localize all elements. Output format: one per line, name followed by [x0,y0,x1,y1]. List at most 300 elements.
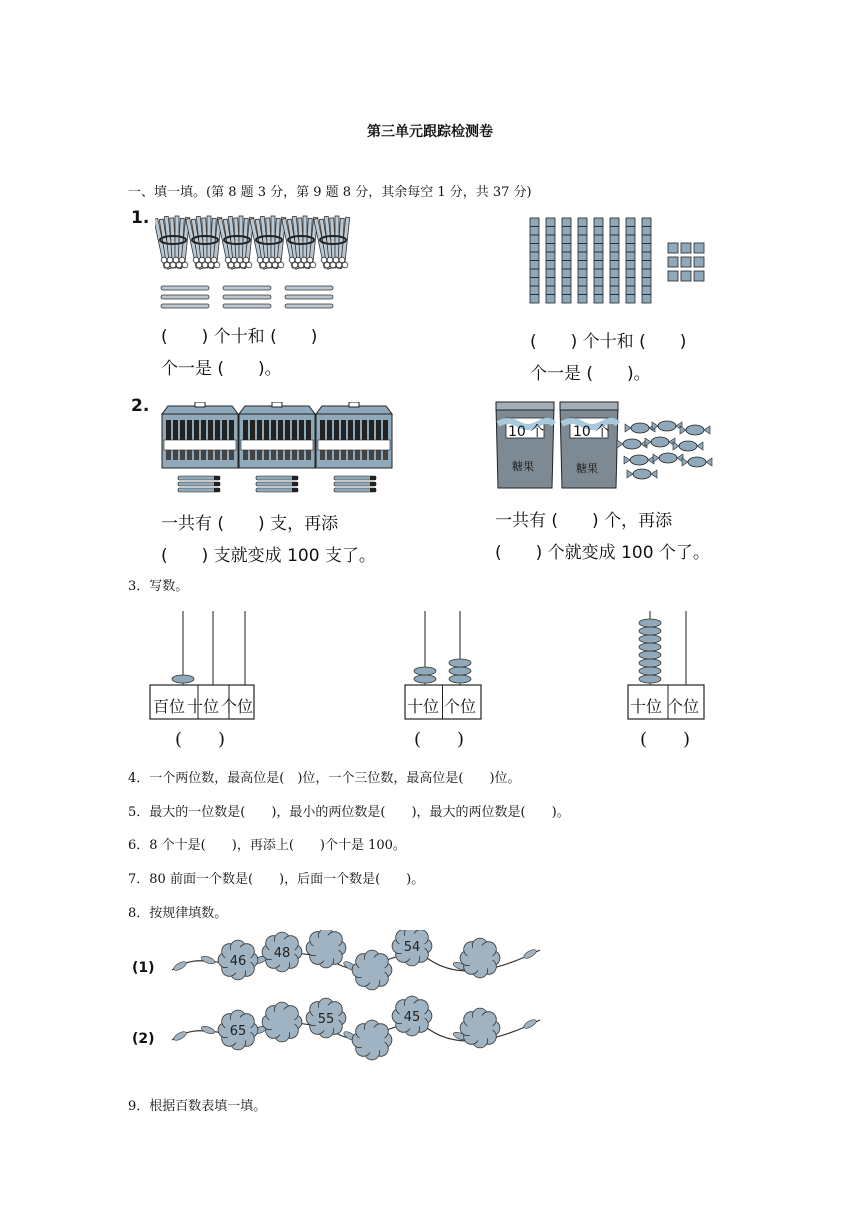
flower [218,940,258,980]
pencil-top [383,420,388,440]
stick-end [275,257,281,263]
pencil-bottom [278,450,283,460]
abacus1-label-hundreds: 百位 [153,697,186,716]
rod-cube [626,286,635,295]
stick-end [240,262,246,268]
pencil-top [180,420,185,440]
stick-end [164,262,170,268]
abacus-bead [449,667,471,675]
pencil-top [320,420,325,440]
candy-body [630,455,648,465]
pencil-top [187,420,192,440]
loose-pencil [178,476,220,480]
rod-cube [546,261,555,270]
pencil-tip [214,476,220,480]
pencil-tip [370,476,376,480]
q9-text: 9．根据百数表填一填。 [128,1099,267,1114]
rod-cube [642,252,651,261]
q8-row2-label: (2) [132,1031,155,1047]
flower [306,998,346,1038]
rod-cube [594,269,603,278]
bag-top [560,402,618,410]
q1-left-line2: 个一是 ( )。 [161,359,282,379]
rod-cube [578,261,587,270]
pencil-bottom [215,450,220,460]
rod-cube [530,244,539,253]
candy [653,453,683,463]
pencil-box [162,402,238,468]
candy-wrap [651,470,657,478]
rod-cube [610,295,619,304]
flower-number: 55 [317,1012,335,1027]
loose-stick [161,286,209,290]
flower [262,1002,302,1042]
stick-end [205,257,211,263]
q2-left-line2: ( ) 支就变成 100 支了。 [161,546,376,566]
abacus2-label-tens: 十位 [407,697,440,716]
pencil-top [250,420,255,440]
rod-cube [642,235,651,244]
box-band [318,440,390,450]
vine-leaf [522,1018,537,1030]
stick-bundle [250,216,286,269]
bag-top [496,402,554,410]
stick-end [307,257,313,263]
rod-cube [594,278,603,287]
vine-leaf [172,960,187,972]
stick-end [278,262,284,268]
pencil-bottom [201,450,206,460]
stick-end [310,262,316,268]
stick-end [333,257,339,263]
flower [392,996,432,1036]
loose-pencil [178,482,220,486]
abacus-bead [639,659,661,667]
loose-stick [285,295,333,299]
stick-end [269,257,275,263]
pencil-bottom [285,450,290,460]
rod-cube [562,278,571,287]
candy [673,441,703,451]
page-title: 第三单元跟踪检测卷 [367,124,493,140]
pencil-bottom [271,450,276,460]
pencil-bottom [257,450,262,460]
q6-text: 6．8 个十是( )，再添上( )个十是 100。 [128,838,406,853]
flower-center [467,945,493,971]
pencil-bottom [306,450,311,460]
unit-cube [668,271,678,281]
bag2-label-bottom: 糖果 [576,462,598,475]
loose-stick [161,295,209,299]
abacus-bead [449,675,471,683]
rod-cube [594,295,603,304]
loose-stick [161,304,209,308]
stick-end [321,257,327,263]
rod-cube [562,261,571,270]
rod-cube [610,261,619,270]
loose-pencil [256,482,298,486]
candy [652,421,682,431]
pencil-bottom [320,450,325,460]
pencil-bottom [376,450,381,460]
pencil-top [292,420,297,440]
vine-leaf [200,1025,215,1035]
stick-end [208,262,214,268]
pencil-top [215,420,220,440]
pencil-bottom [355,450,360,460]
stick-end [342,262,348,268]
rod-cube [546,244,555,253]
pencil-box [316,402,392,468]
q4-text: 4．一个两位数，最高位是( )位，一个三位数，最高位是( )位。 [128,771,521,786]
rod-cube [562,286,571,295]
abacus1-label-tens: 十位 [187,697,220,716]
candy-body [688,457,706,467]
candy-body [631,423,649,433]
rod-cube [546,295,555,304]
stick-end [199,257,205,263]
candy-body [659,453,677,463]
unit-cube [668,243,678,253]
pencil-bottom [208,450,213,460]
bag1-label-top: 10 个 [508,424,545,440]
pencil-bottom [222,450,227,460]
pencil-top [271,420,276,440]
stick-end [289,257,295,263]
loose-pencil [178,488,220,492]
stick-end [193,257,199,263]
stick-bundle [282,216,318,269]
stick-end [257,257,263,263]
abacus-bead [639,651,661,659]
pencil-bottom [250,450,255,460]
abacus-bead [639,667,661,675]
rod-cube [642,286,651,295]
flower [262,932,302,972]
rod-cube [626,269,635,278]
pencil-bottom [292,450,297,460]
rod-cube [530,261,539,270]
bag1-label-bottom: 糖果 [512,460,534,473]
rod-cube [578,235,587,244]
stick-end [161,257,167,263]
rod-cube [626,278,635,287]
loose-stick [223,295,271,299]
bag2-label-top: 10 个 [573,424,610,440]
rod-cube [530,252,539,261]
stick-bundle [314,216,350,269]
candy-body [633,469,651,479]
rod-cube [562,244,571,253]
rod-cube [594,235,603,244]
pencil-bottom [243,450,248,460]
rod-cube [546,278,555,287]
rod-cube [530,227,539,236]
stick-end [231,257,237,263]
bundled-sticks-illustration [155,212,365,312]
candy [617,439,647,449]
loose-pencil [256,476,298,480]
rod-cube [642,295,651,304]
stick-end [336,262,342,268]
candy-body [658,421,676,431]
box-handle [349,402,359,407]
stick-end [225,257,231,263]
q2-number: 2. [131,396,150,416]
pencil-top [341,420,346,440]
pencil-bottom [180,450,185,460]
stick-end [228,262,234,268]
rod-cube [530,235,539,244]
unit-cube [668,257,678,267]
rod-cube [594,261,603,270]
q7-text: 7．80 前面一个数是( )，后面一个数是( )。 [128,872,425,887]
rod-cube [530,286,539,295]
pencil-top [299,420,304,440]
rod-cube [562,227,571,236]
rod-cube [626,295,635,304]
unit-cube [694,257,704,267]
rod-cube [594,218,603,227]
stick-end [176,262,182,268]
stick-bundle [186,216,222,269]
flower [218,1010,258,1050]
section-heading: 一、填一填。(第 8 题 3 分，第 9 题 8 分，其余每空 1 分，共 37 分) [128,185,532,200]
unit-cube [694,271,704,281]
flower [460,938,500,978]
pencil-top [166,420,171,440]
candy-wrap [704,426,710,434]
candy-wrap [680,426,686,434]
q8-row1-label: (1) [132,960,155,976]
unit-cube [694,243,704,253]
rod-cube [546,235,555,244]
pencil-bottom [362,450,367,460]
rod-cube [610,218,619,227]
flower-number: 48 [273,946,291,961]
q1-right-line1: ( ) 个十和 ( ) [530,332,687,352]
flower-number: 46 [229,954,247,969]
rod-cube [578,252,587,261]
candy-body [651,437,669,447]
flower-number: 54 [403,940,421,955]
q2-right-line2: ( ) 个就变成 100 个了。 [495,543,710,563]
flower-center [269,1009,295,1035]
stick-end [179,257,185,263]
stick-end [170,262,176,268]
stick-end [324,262,330,268]
candy-wrap [673,442,679,450]
candy-bags-illustration [492,400,727,495]
candy-wrap [653,454,659,462]
candy-wrap [627,470,633,478]
candy-wrap [682,458,688,466]
pencil-bottom [264,450,269,460]
stick-end [295,257,301,263]
stick-end [246,262,252,268]
q8-text: 8．按规律填数。 [128,906,228,921]
stick-end [214,262,220,268]
pencil-top [229,420,234,440]
candy-body [679,441,697,451]
stick-end [339,257,345,263]
flower-center [359,1027,385,1053]
rod-cube [626,218,635,227]
q1-number: 1. [131,208,150,228]
q1-right-line2: 个一是 ( )。 [530,364,651,384]
pencil-top [208,420,213,440]
rod-cube [530,269,539,278]
abacus3-label-tens: 十位 [630,697,663,716]
loose-stick [223,304,271,308]
box-handle [195,402,205,407]
q2-left-line1: 一共有 ( ) 支，再添 [161,514,339,534]
rod-cube [578,227,587,236]
rod-cube [610,278,619,287]
rod-cube [642,227,651,236]
candy-bag [496,402,554,488]
pencil-box [239,402,315,468]
abacus-bead [639,619,661,627]
stick-end [211,257,217,263]
flower [392,930,432,966]
pencil-top [306,420,311,440]
unit-cube [681,243,691,253]
rod-cube [546,269,555,278]
pencil-top [201,420,206,440]
vine-leaf [522,948,537,960]
box-handle [272,402,282,407]
candy [624,455,654,465]
candy [682,457,712,467]
rod-cube [594,286,603,295]
candy [645,437,675,447]
flower-number: 45 [403,1010,421,1025]
rod-cube [642,218,651,227]
unit-cube [681,271,691,281]
pencil-tip [292,476,298,480]
rod-cube [626,261,635,270]
stick-end [301,257,307,263]
flower [306,930,346,968]
rod-cube [530,218,539,227]
rod-cube [578,218,587,227]
flower-vines [160,930,560,1070]
rod-cube [594,244,603,253]
pencil-bottom [229,450,234,460]
rod-cube [562,269,571,278]
rod-cube [642,269,651,278]
stick-bundle [155,216,190,269]
pencil-bottom [334,450,339,460]
rod-cube [546,218,555,227]
stick-end [292,262,298,268]
pencil-bottom [187,450,192,460]
candy-wrap [697,442,703,450]
rod-cube [562,235,571,244]
stick-end [304,262,310,268]
rod-cube [546,286,555,295]
candy-wrap [645,438,651,446]
loose-stick [285,286,333,290]
rod-cube [626,235,635,244]
flower [352,950,392,990]
loose-stick [285,304,333,308]
pencil-tip [292,482,298,486]
pencil-bottom [299,450,304,460]
rod-cube [530,278,539,287]
pencil-top [278,420,283,440]
pencil-top [362,420,367,440]
stick-end [196,262,202,268]
rod-cube [626,252,635,261]
rod-cube [642,278,651,287]
abacus1-label-ones: 个位 [221,697,254,716]
loose-pencil [334,476,376,480]
stick-end [330,262,336,268]
abacus-bead [449,659,471,667]
candy-body [623,439,641,449]
candy-wrap [617,440,623,448]
loose-pencil [334,482,376,486]
stick-end [272,262,278,268]
rod-cube [578,269,587,278]
pencil-top [369,420,374,440]
stick-bundle [218,216,254,269]
pencil-top [264,420,269,440]
rod-cube [546,227,555,236]
pencil-top [327,420,332,440]
loose-pencil [256,488,298,492]
pencil-top [222,420,227,440]
abacus2-label-ones: 个位 [444,697,477,716]
rod-cube [626,227,635,236]
stick-end [237,257,243,263]
stick-end [266,262,272,268]
pencil-top [257,420,262,440]
pencil-tip [292,488,298,492]
pencil-bottom [348,450,353,460]
stick-end [167,257,173,263]
abacus-bead [639,635,661,643]
pencil-top [334,420,339,440]
flower [460,1008,500,1048]
unit-cube [681,257,691,267]
stick-end [234,262,240,268]
candy-wrap [625,424,631,432]
rod-cube [610,286,619,295]
rod-cube [610,244,619,253]
rod-cube [578,244,587,253]
rod-cube [578,286,587,295]
base-ten-blocks-illustration [525,215,715,310]
candy-wrap [706,458,712,466]
pencil-bottom [369,450,374,460]
stick-end [327,257,333,263]
candy [627,469,657,479]
box-band [164,440,236,450]
flower-center [359,957,385,983]
flower-number: 65 [229,1024,247,1039]
pencil-tip [370,488,376,492]
stick-end [173,257,179,263]
pencil-bottom [341,450,346,460]
flower [352,1020,392,1060]
vine-leaf [172,1030,187,1042]
pencil-bottom [194,450,199,460]
pencil-top [355,420,360,440]
abacus3-label-ones: 个位 [667,697,700,716]
